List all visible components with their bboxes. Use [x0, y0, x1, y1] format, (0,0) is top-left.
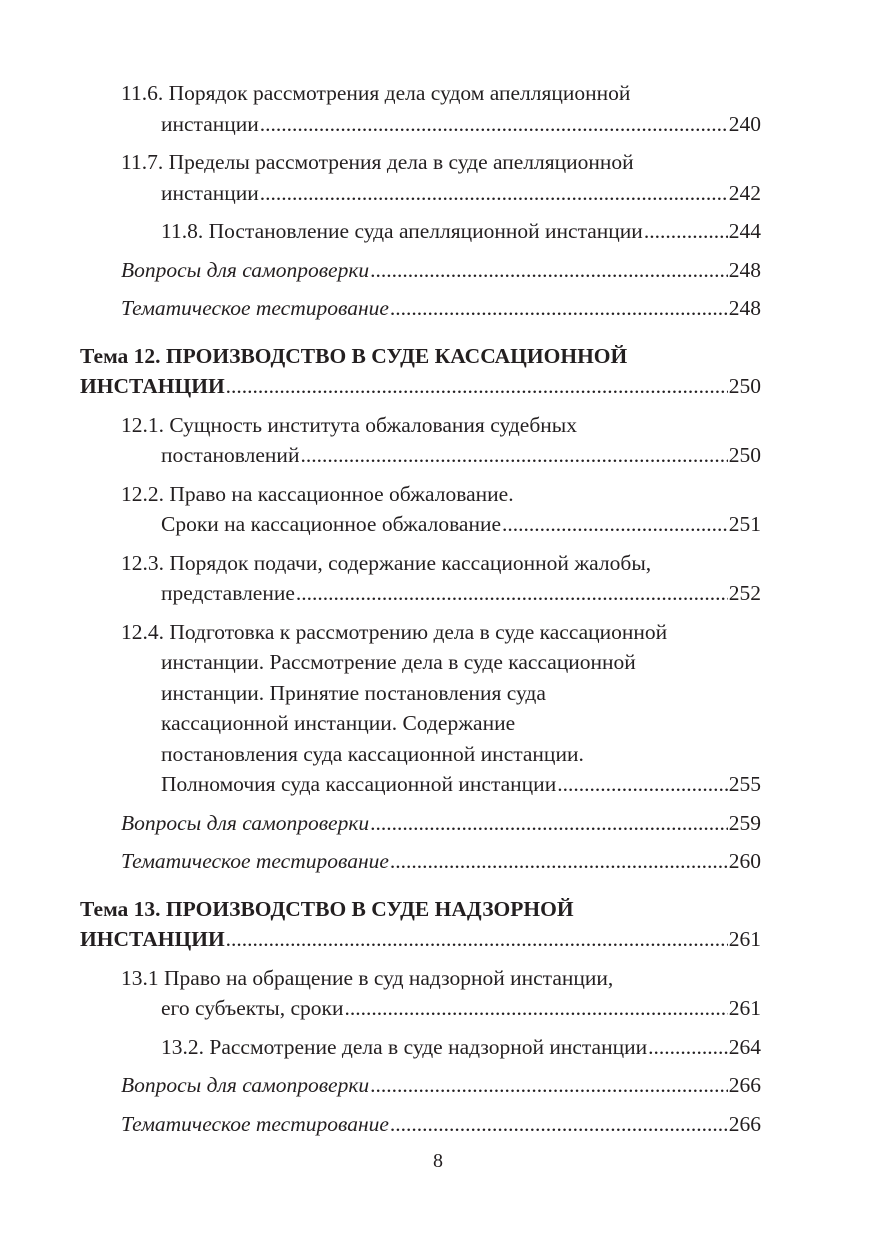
toc-entry-title: 11.6. Порядок рассмотрения дела судом апелляционной — [121, 81, 631, 105]
toc-entry-title-end: постановлений — [161, 443, 300, 467]
toc-page-number: 250 — [728, 443, 761, 467]
toc-entry-title: Тематическое тестирование — [121, 849, 389, 873]
toc-entry-11-6 — [80, 78, 761, 139]
toc-page-number: 250 — [728, 374, 761, 398]
toc-page-number: 242 — [728, 180, 761, 205]
dot-leader — [226, 371, 728, 402]
toc-entry-title: 12.2. Право на кассационное обжалование. — [121, 481, 514, 506]
dot-leader — [370, 1070, 728, 1101]
toc-entry-questions-13 — [80, 1070, 761, 1101]
dot-leader — [370, 808, 728, 839]
toc-entry-12-4 — [80, 617, 761, 800]
dot-leader — [345, 993, 728, 1024]
toc-entry-11-7 — [80, 147, 761, 208]
toc-entry-title: 13.1 Право на обращение в суд надзорной инстанции, — [121, 965, 614, 990]
toc-entry-title-end: инстанции — [161, 180, 259, 205]
toc-entry-title: Вопросы для самопроверки — [121, 257, 370, 282]
toc-entry-title-cont: постановления суда кассационной инстанции. — [161, 741, 584, 766]
dot-leader — [390, 846, 728, 877]
toc-page-number: 261 — [728, 927, 761, 951]
page-number: 8 — [433, 1150, 443, 1172]
toc-page-number: 248 — [728, 296, 761, 320]
toc-entry-title-end: его субъекты, сроки — [161, 996, 344, 1020]
toc-topic-title: Тема 13. ПРОИЗВОДСТВО В СУДЕ НАДЗОРНОЙ — [80, 896, 574, 921]
toc-entry-title: 11.8. Постановление суда апелляционной инстанции — [161, 219, 643, 243]
toc-entry-title-cont: инстанции. Принятие постановления суда — [161, 680, 546, 705]
toc-entry-title: 12.3. Порядок подачи, содержание кассационной жалобы, — [121, 550, 652, 575]
toc-page-number: 251 — [728, 512, 761, 536]
toc-entry-title: 12.1. Сущность института обжалования судебных — [121, 412, 577, 437]
toc-entry-13-1 — [80, 963, 761, 1024]
toc-entry-title: Тематическое тестирование — [121, 296, 389, 320]
toc-entry-title: 13.2. Рассмотрение дела в суде надзорной инстанции — [161, 1034, 648, 1059]
dot-leader — [370, 255, 728, 286]
toc-entry-testing-13 — [80, 1109, 761, 1140]
dot-leader — [648, 1032, 728, 1063]
toc-page-number: 260 — [728, 849, 761, 873]
toc-page-number: 255 — [728, 772, 761, 796]
toc-entry-questions-11 — [80, 255, 761, 286]
toc-page-number: 244 — [728, 219, 761, 243]
dot-leader — [390, 293, 728, 324]
dot-leader — [226, 924, 728, 955]
toc-entry-12-3 — [80, 548, 761, 609]
toc-entry-questions-12 — [80, 808, 761, 839]
toc-page-number: 266 — [728, 1111, 761, 1136]
toc-entry-testing-11 — [80, 293, 761, 324]
toc-entry-title-end: представление — [161, 581, 295, 605]
toc-topic-title: Тема 12. ПРОИЗВОДСТВО В СУДЕ КАССАЦИОННОЙ — [80, 343, 628, 368]
dot-leader — [300, 440, 727, 471]
toc-page-number: 259 — [728, 810, 761, 835]
dot-leader — [644, 216, 728, 247]
dot-leader — [557, 769, 728, 800]
toc-entry-title-end: Сроки на кассационное обжалование — [161, 512, 502, 536]
dot-leader — [296, 578, 728, 609]
dot-leader — [260, 109, 728, 140]
toc-page-number: 261 — [728, 996, 761, 1020]
toc-page-number: 266 — [728, 1073, 761, 1097]
toc-entry-title: Вопросы для самопроверки — [121, 1073, 370, 1097]
toc-entry-11-8 — [80, 216, 761, 247]
table-of-contents — [80, 78, 761, 1147]
toc-entry-title: Вопросы для самопроверки — [121, 810, 370, 835]
toc-entry-title: Тематическое тестирование — [121, 1111, 389, 1136]
toc-topic-12 — [80, 341, 761, 402]
toc-entry-13-2 — [80, 1032, 761, 1063]
dot-leader — [390, 1109, 728, 1140]
toc-entry-title-end: Полномочия суда кассационной инстанции — [161, 772, 557, 796]
toc-entry-title: 11.7. Пределы рассмотрения дела в суде апелляционной — [121, 150, 634, 174]
dot-leader — [260, 178, 728, 209]
toc-page-number: 252 — [728, 581, 761, 605]
toc-page-number: 264 — [728, 1034, 761, 1059]
toc-entry-testing-12 — [80, 846, 761, 877]
toc-topic-title-end: ИНСТАНЦИИ — [80, 374, 225, 398]
toc-topic-title-end: ИНСТАНЦИИ — [80, 927, 225, 951]
toc-entry-title-cont: инстанции. Рассмотрение дела в суде кассационной — [161, 650, 636, 674]
toc-page-number: 248 — [728, 257, 761, 282]
toc-page-number: 240 — [728, 111, 761, 136]
toc-entry-title: 12.4. Подготовка к рассмотрению дела в суде кассационной — [121, 619, 668, 644]
toc-entry-12-2 — [80, 479, 761, 540]
toc-topic-13 — [80, 894, 761, 955]
dot-leader — [502, 509, 728, 540]
toc-entry-title-cont: кассационной инстанции. Содержание — [161, 711, 516, 735]
toc-entry-title-end: инстанции — [161, 111, 259, 136]
toc-entry-12-1 — [80, 410, 761, 471]
